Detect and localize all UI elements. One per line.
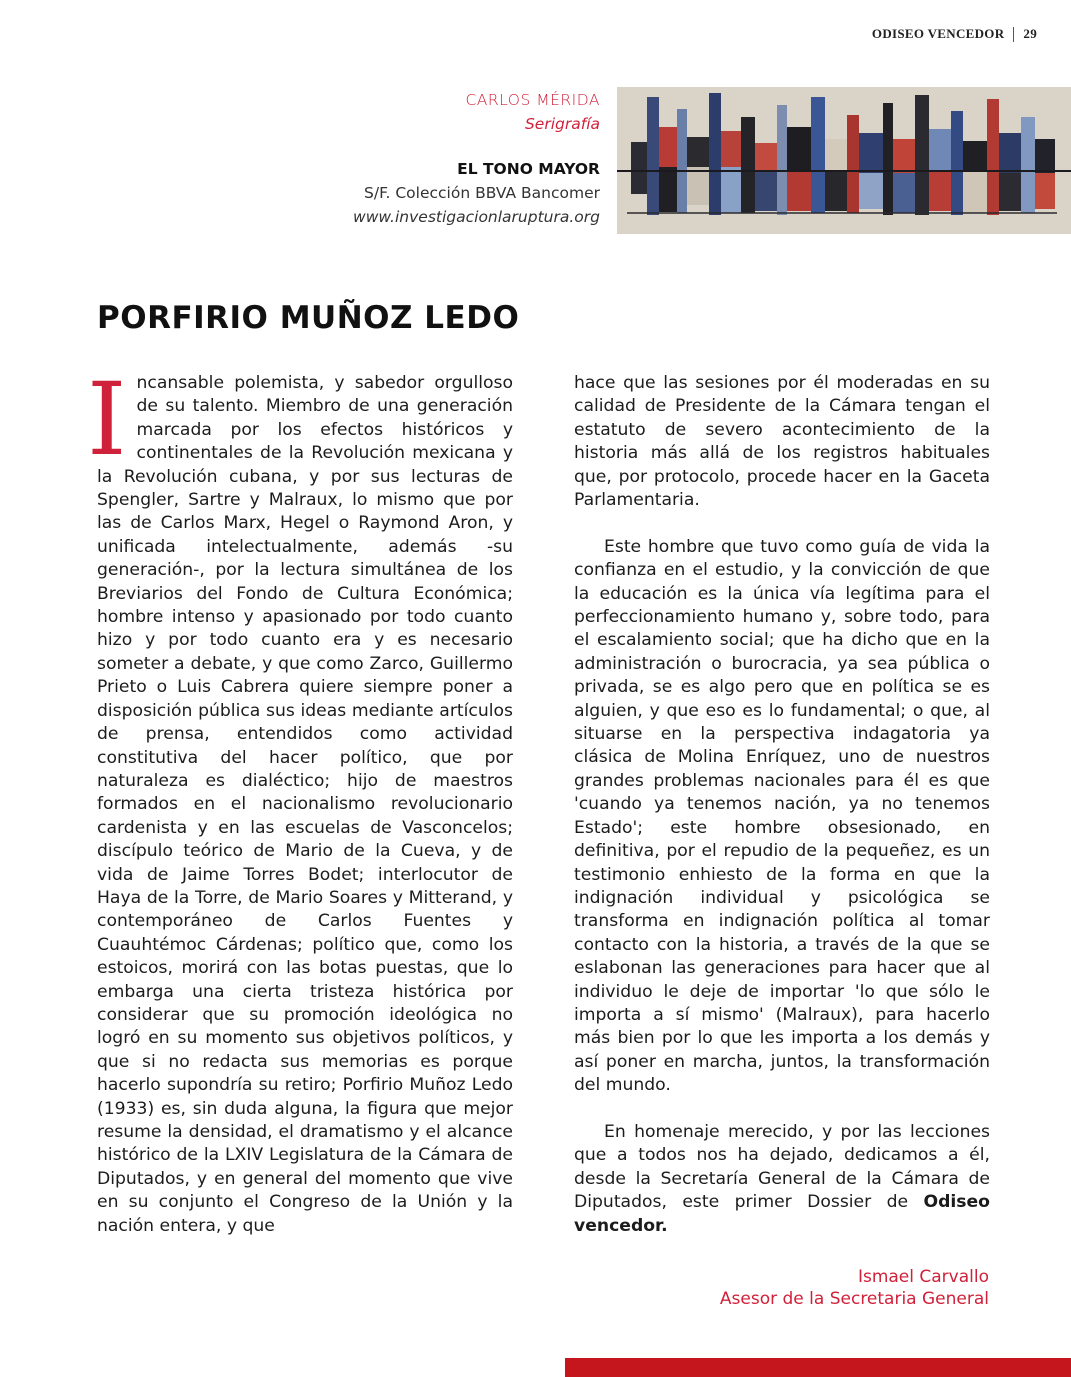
caption-source: www.investigacionlaruptura.org <box>353 208 600 226</box>
artwork-caption <box>353 88 600 229</box>
footer-bar <box>565 1358 1071 1377</box>
article-paragraph: hace que las sesiones por él moderadas en su calidad de Presidente de la Cámara tengan el estatuto de severo acontecimiento de la historia más allá de los registros habituales que, por protocolo, procede hacer en la Gaceta Parlamentaria. <box>574 373 990 511</box>
article-title: PORFIRIO MUÑOZ LEDO <box>97 300 520 336</box>
article-column-left <box>87 361 513 1238</box>
artwork-image <box>617 87 1071 234</box>
publication-name-bold: Odiseo vencedor. <box>574 1192 990 1236</box>
author-signature <box>720 1266 989 1310</box>
caption-collection: S/F. Colección BBVA Bancomer <box>364 184 600 202</box>
article-paragraph-dedication <box>574 1121 990 1238</box>
caption-artist: CARLOS MÉRIDA <box>465 91 600 109</box>
author-name: Ismael Carvallo <box>857 1267 989 1287</box>
caption-artwork-title: EL TONO MAYOR <box>457 160 600 178</box>
page-number: 29 <box>1023 26 1037 41</box>
caption-technique: Serigrafía <box>524 115 600 133</box>
article-column-right <box>574 372 990 1238</box>
dedication-text: En homenaje merecido, y por las lecciones que a todos nos ha dejado, dedicamos a él, desde la Secretaría General de la Cámara de Diputados, este primer Dossier de <box>574 1121 990 1213</box>
header-divider <box>1013 27 1014 42</box>
article-paragraph: Este hombre que tuvo como guía de vida la confianza en el estudio, y la convicción de que la educación es la única vía legítima para el perfeccionamiento humano y, sobre todo, para el escalamiento social; que ha dicho que en la administración o burocracia, ya sea pública o privada, se es algo pero que en política se es alguien, y que eso es lo fundamental; o que, al situarse en la perspectiva indagatoria ya clásica de Molina Enríquez, uno de nuestros grandes problemas nacionales para él es que 'cuando ya tenemos nación, ya no tenemos Estado'; este hombre obsesionado, en definitiva, por el repudio de la pequeñez, es un testimonio enhiesto de la forma en que la indignación individual y psicológica se transforma en indignación política al tomar contacto con la historia, a través de la que se eslabonan las generaciones para hacer que al individuo le deje de importar 'lo que sólo le importa a sí mismo' (Malraux), para hacerlo más bien por lo que les importa a los demás y así poner en marcha, juntos, la transformación del mundo. <box>574 536 990 1096</box>
drop-cap: I <box>87 361 127 478</box>
author-role: Asesor de la Secretaria General <box>719 1289 989 1309</box>
article-paragraph: ncansable polemista, y sabedor orgulloso de su talento. Miembro de una generación marcada por los efectos históricos y continentales de la Revolución mexicana y la Revolución cubana, y por sus lecturas de Spengler, Sartre y Malraux, lo mismo que por las de Carlos Marx, Hegel o Raymond Aron, y unificada intelectualmente, además -su generación-, por la lectura simultánea de los Breviarios del Fondo de Cultura Económica; hombre intenso y apasionado por todo cuanto hizo y por todo cuanto era y es necesario someter a debate, y que como Zarco, Guillermo Prieto o Luis Cabrera quiere siempre poner a disposición pública sus ideas mediante artículos de prensa, entendidos como actividad constitutiva del hacer político, que por naturaleza es dialéctico; hijo de maestros formados en el nacionalismo revolucionario cardenista y en las escuelas de Vasconcelos; discípulo teórico de Mario de la Cueva, y de vida de Jaime Torres Bodet; interlocutor de Haya de la Torre, de Mario Soares y Mitterand, y contemporáneo de Carlos Fuentes y Cuauhtémoc Cárdenas; político que, como los estoicos, morirá con las botas puestas, que lo embarga una cierta tristeza histórica por considerar que su promoción ideológica no logró en su momento sus objetivos políticos, y que si no redacta sus memorias es porque hacerlo supondría su retiro; Porfirio Muñoz Ledo (1933) es, sin duda alguna, la figura que mejor resume la densidad, el dramatismo y el alcance histórico de la LXIV Legislatura de la Cámara de Diputados, y en general del momento que vive en su conjunto el Congreso de la Unión y la nación entera, y que <box>97 373 513 1236</box>
running-header <box>872 26 1037 42</box>
publication-name: ODISEO VENCEDOR <box>871 26 1005 41</box>
